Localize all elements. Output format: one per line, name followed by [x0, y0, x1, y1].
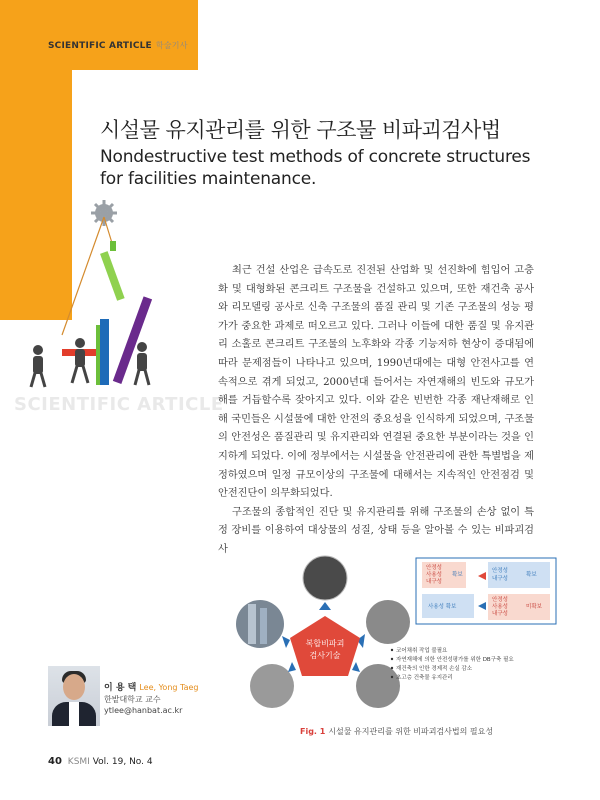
photo-bottom-right [356, 664, 400, 708]
svg-text:안정성: 안정성 [492, 568, 508, 574]
svg-text:내구성: 내구성 [492, 576, 508, 582]
svg-text:내구성: 내구성 [492, 611, 508, 617]
svg-text:확보: 확보 [452, 572, 463, 578]
page-footer [48, 756, 153, 767]
gear-icon [91, 200, 117, 226]
person-2-icon [72, 338, 88, 383]
paragraph-1: 최근 건설 산업은 급속도로 진전된 산업화 및 선진화에 힘입어 고층화 및 대형화된 콘크리트 구조물을 건설하고 있으며, 또한 재건축 공사와 리모델링 공사로 신축 구조물의 품질 관리 및 기존 구조물의 성능 평가가 중요한 과제로 떠오르고 있다. 그러나 이들에 대한 품질 및 유지관리 소홀로 콘크리트 구조물의 노후화와 각종 기능저하 현상이 증대됨에 따라 문제점들이 나타나고 있으며, 1990년대에는 대형 안전사고를 연속적으로 겪게 되었고, 2000년대 들어서는 자연재해의 빈도와 규모가 해를 거듭할수록 잦아지고 있다. 이와 같은 빈번한 각종 재난재해로 인해 국민들은 시설물에 대한 안전의 중요성을 인식하게 되었으며, 구조물의 안전성은 품질관리 및 유지관리와 연결된 중요한 부분이라는 것을 인지하게 되었다. 이에 정부에서는 시설물을 안전관리에 관한 특별법을 제정하였으며 일정 규모이상의 구조물에 대해서는 지속적인 안전점검 및 안전진단이 의무화되었다. [218, 265, 534, 500]
pulley-illustration [0, 195, 200, 395]
author-name-ko: 이 용 택 [104, 683, 137, 693]
bar-lime [100, 251, 125, 301]
svg-text:확보: 확보 [526, 572, 537, 578]
photo-top [303, 556, 347, 600]
photo-bottom-left [250, 664, 294, 708]
svg-text:안정성: 안정성 [492, 597, 508, 603]
author-name [104, 680, 198, 693]
body-text [218, 262, 534, 560]
page-number: 40 [48, 756, 62, 767]
section-label [48, 40, 188, 51]
section-label-ko: 학술기사 [155, 41, 188, 50]
author-name-en: Lee, Yong Taeg [139, 683, 199, 692]
svg-text:사용성 확보: 사용성 확보 [428, 604, 457, 610]
svg-text:내구성: 내구성 [426, 579, 442, 585]
person-3-icon [135, 342, 149, 385]
figure-caption-text: 시설물 유지관리를 위한 비파괴검사법의 필요성 [328, 727, 494, 736]
bar-blue [100, 319, 109, 385]
svg-text:미확보: 미확보 [526, 604, 542, 610]
person-1-icon [31, 345, 45, 387]
figure-diagram [220, 552, 560, 724]
center-label-1: 복합비파괴 [305, 639, 345, 648]
figure-caption-label: Fig. 1 [300, 727, 326, 736]
svg-text:안정성: 안정성 [426, 565, 442, 571]
title-english: Nondestructive test methods of concrete structures for facilities maintenance. [100, 147, 531, 189]
figure-caption [300, 726, 493, 737]
svg-text:사용성: 사용성 [492, 604, 508, 610]
quad-diagram [416, 558, 556, 624]
bullet-1: 코어채취 작업 불필요 [396, 648, 448, 654]
author-affiliation: 한밭대학교 교수 [104, 695, 161, 704]
photo-left [236, 600, 284, 648]
svg-text:사용성: 사용성 [426, 572, 442, 578]
journal-name: KSMI [67, 757, 90, 767]
paragraph-2: 구조물의 종합적인 진단 및 유지관리를 위해 구조물의 손상 없이 특정 장비를 이용하여 대상물의 성질, 상태 등을 알아볼 수 있는 비파괴검사 [218, 506, 534, 555]
author-photo [48, 666, 100, 726]
watermark-text: SCIENTIFIC ARTICLE [14, 394, 224, 415]
center-label-2: 검사기술 [309, 651, 341, 660]
journal-volume: Vol. 19, No. 4 [92, 757, 153, 767]
bullet-4: 초고층 건축물 유지관리 [396, 675, 453, 681]
bullet-3: 재건축의 인한 경제적 손실 감소 [396, 666, 473, 672]
title-korean: 시설물 유지관리를 위한 구조물 비파괴검사법 [100, 118, 501, 142]
section-label-en: SCIENTIFIC ARTICLE [48, 41, 152, 51]
author-email[interactable]: ytlee@hanbat.ac.kr [104, 706, 183, 715]
photo-right [366, 600, 410, 644]
bullet-2: 자연재해에 의한 안전성평가를 위한 DB구축 필요 [396, 657, 514, 663]
